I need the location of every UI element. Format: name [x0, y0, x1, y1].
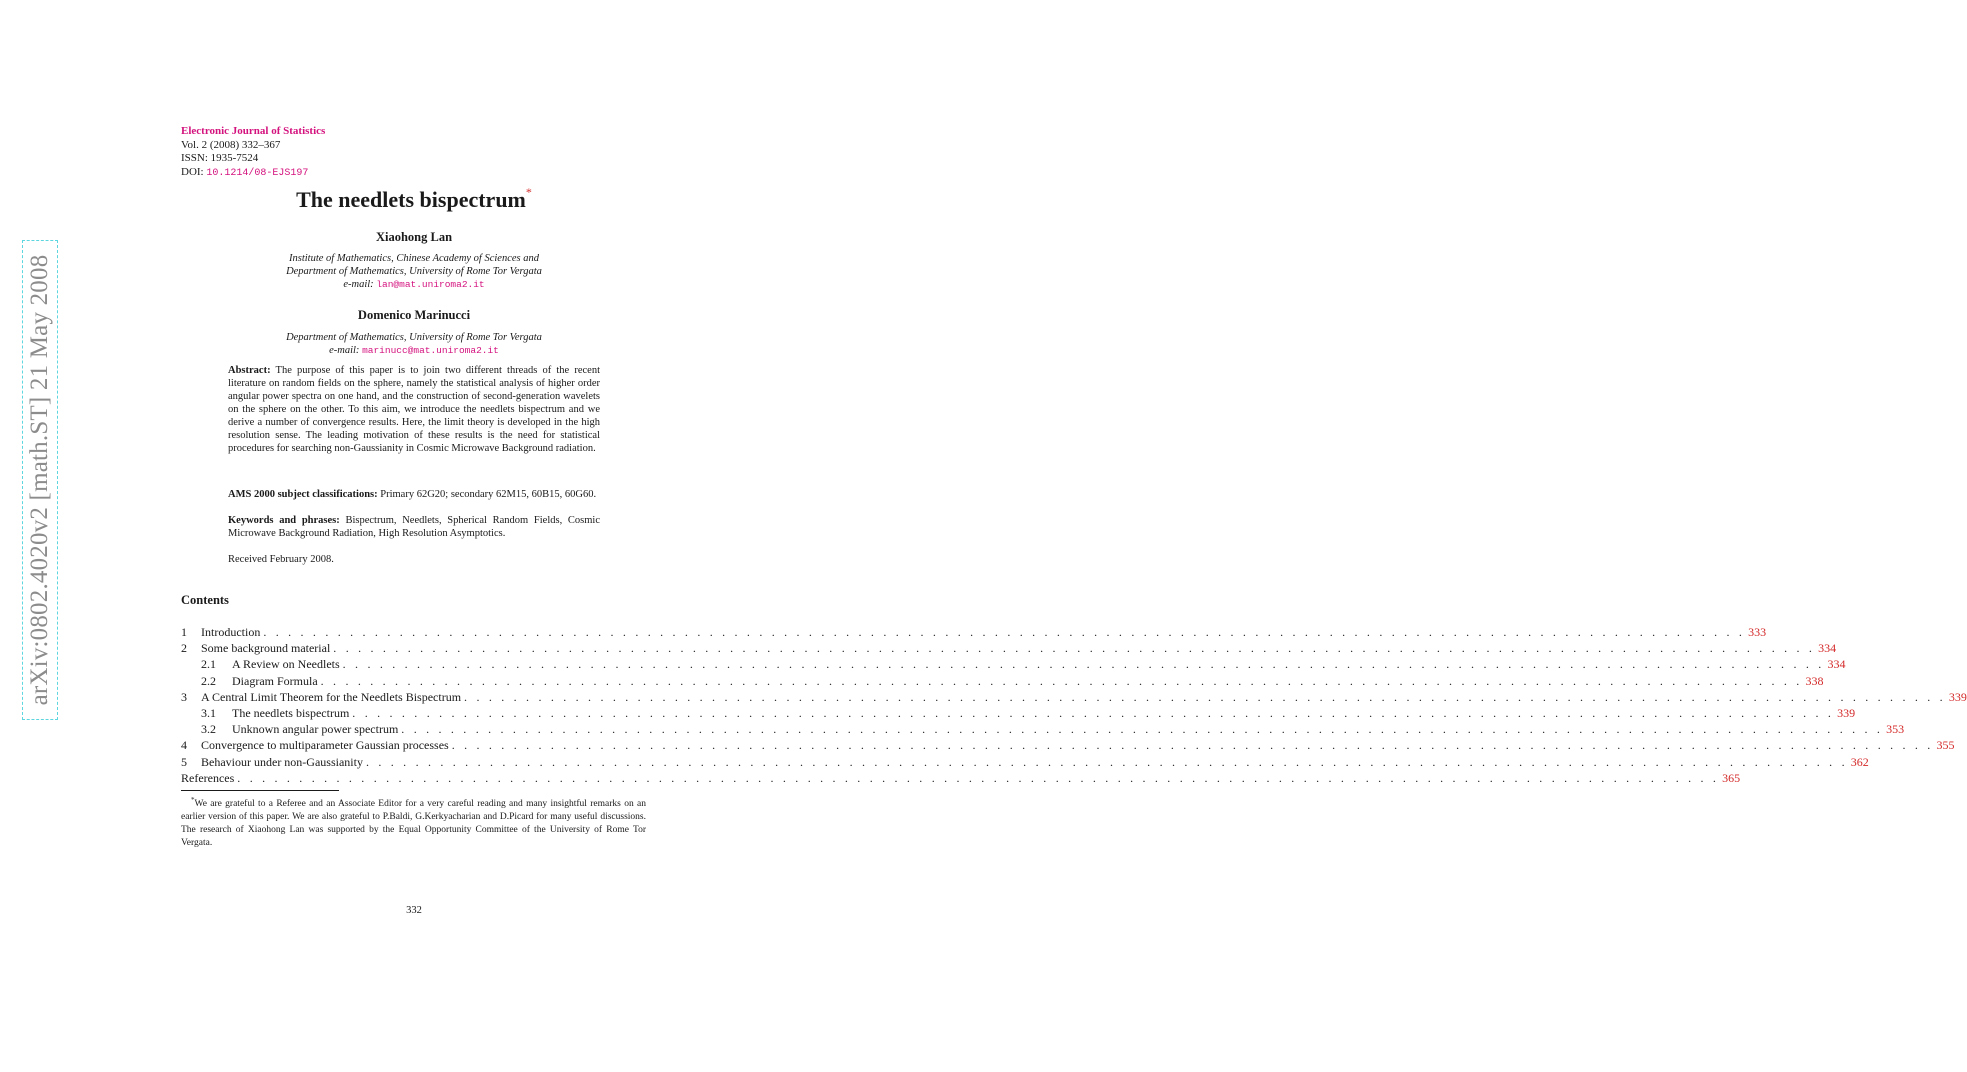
toc-entry-number: 1: [181, 625, 187, 639]
footnote: [181, 794, 646, 850]
toc-entry-number: 3.1: [201, 705, 216, 720]
title-footnote-mark[interactable]: *: [525, 185, 532, 199]
toc-entry[interactable]: [181, 705, 1856, 722]
journal-header: [181, 125, 325, 180]
affiliation-line: Department of Mathematics, University of Rome Tor Vergata: [286, 332, 542, 343]
toc-entry-title: Diagram Formula: [232, 673, 318, 688]
author-email: [0, 278, 828, 291]
toc-entry-title: A Review on Needlets: [232, 657, 340, 672]
journal-volume: Vol. 2 (2008) 332–367: [181, 138, 281, 151]
received-date: Received February 2008.: [228, 554, 334, 565]
toc-entry[interactable]: [181, 641, 1837, 657]
toc-leader-dots: . . . . . . . . . . . . . . . . . . . . . . . . . . . . . . . . . . . . . . . . . . . . . . . . . . . . . . . . . . . . . . . . . . . . . . . . . . . . . . . . . . . . . . . . . . . . . . . . . . . . . . . . . . . . . . . . . . . . . . . .: [401, 722, 1884, 737]
email-label: e-mail:: [329, 345, 360, 356]
toc-leader-dots: . . . . . . . . . . . . . . . . . . . . . . . . . . . . . . . . . . . . . . . . . . . . . . . . . . . . . . . . . . . . . . . . . . . . . . . . . . . . . . . . . . . . . . . . . . . . . . . . . . . . . . . . . . . . . . . . . . . . . . . .: [451, 738, 1934, 753]
toc-leader-dots: . . . . . . . . . . . . . . . . . . . . . . . . . . . . . . . . . . . . . . . . . . . . . . . . . . . . . . . . . . . . . . . . . . . . . . . . . . . . . . . . . . . . . . . . . . . . . . . . . . . . . . . . . . . . . . . . . . . . . . . .: [342, 657, 1825, 672]
toc-page-link[interactable]: 355: [1934, 738, 1955, 753]
keywords-label: Keywords and phrases:: [228, 515, 340, 526]
toc-entry[interactable]: [181, 657, 1846, 673]
email-link[interactable]: marinucc@mat.uniroma2.it: [362, 345, 499, 356]
doi-label: DOI:: [181, 165, 204, 178]
toc-page-link[interactable]: 334: [1824, 657, 1845, 672]
toc-entry-title: Unknown angular power spectrum: [232, 722, 399, 737]
table-of-contents: [181, 625, 1967, 787]
toc-entry-title: Behaviour under non-Gaussianity: [201, 754, 363, 769]
toc-entry-number: 3.2: [201, 722, 216, 737]
toc-entry-number: 4: [181, 738, 187, 753]
toc-entry-title: The needlets bispectrum: [232, 705, 350, 720]
toc-entry-number: 2: [181, 641, 187, 656]
toc-page-link[interactable]: 333: [1745, 625, 1766, 640]
affiliation-line: Department of Mathematics, University of Rome Tor Vergata: [286, 266, 542, 277]
toc-entry-number: 3: [181, 689, 187, 704]
toc-entry-label: [181, 625, 263, 640]
ams-label: AMS 2000 subject classifications:: [228, 489, 378, 500]
author-email: [0, 344, 828, 357]
toc-leader-dots: . . . . . . . . . . . . . . . . . . . . . . . . . . . . . . . . . . . . . . . . . . . . . . . . . . . . . . . . . . . . . . . . . . . . . . . . . . . . . . . . . . . . . . . . . . . . . . . . . . . . . . . . . . . . . . . . . . . . . . . .: [352, 705, 1835, 720]
toc-entry[interactable]: [181, 770, 1741, 787]
toc-leader-dots: . . . . . . . . . . . . . . . . . . . . . . . . . . . . . . . . . . . . . . . . . . . . . . . . . . . . . . . . . . . . . . . . . . . . . . . . . . . . . . . . . . . . . . . . . . . . . . . . . . . . . . . . . . . . . . . . . . . . . . . .: [365, 754, 1848, 769]
toc-page-link[interactable]: 339: [1834, 706, 1855, 721]
journal-doi: [181, 166, 325, 181]
toc-leader-dots: . . . . . . . . . . . . . . . . . . . . . . . . . . . . . . . . . . . . . . . . . . . . . . . . . . . . . . . . . . . . . . . . . . . . . . . . . . . . . . . . . . . . . . . . . . . . . . . . . . . . . . . . . . . . . . . . . . . . . . . .: [237, 770, 1720, 785]
doi-link[interactable]: 10.1214/08-EJS197: [206, 167, 309, 179]
journal-issn: ISSN: 1935-7524: [181, 152, 259, 164]
footnote-mark: *: [191, 796, 195, 804]
toc-entry[interactable]: [181, 738, 1955, 754]
toc-entry-label: [181, 657, 343, 672]
toc-page-link[interactable]: 339: [1946, 690, 1967, 705]
abstract-text: The purpose of this paper is to join two different threads of the recent literature on random fields on the sphere, namely the statistical analysis of higher order angular power spectra on one hand, and the construction of second-generation wavelets on the sphere on the other. To this aim, we introduce the needlets bispectrum and we derive a number of convergence results. Here, the limit theory is developed in the high resolution sense. The leading motivation of these results is the need for statistical procedures for searching non-Gaussianity in Cosmic Microwave Background radiation.: [228, 365, 601, 454]
footnote-text: We are grateful to a Referee and an Associate Editor for a very careful reading and many insightful remarks on an earlier version of this paper. We are also grateful to P.Baldi, G.Kerkyacharian and D.Picard for many useful discussions. The research of Xiaohong Lan was supported by the Equal Opportunity Committee of the University of Rome Tor Vergata.: [181, 799, 646, 849]
toc-entry-title: Introduction: [201, 625, 261, 639]
affiliation-line: Institute of Mathematics, Chinese Academy of Sciences and: [289, 253, 539, 264]
toc-entry[interactable]: [181, 673, 1824, 690]
keywords: [228, 514, 600, 540]
abstract: [228, 364, 600, 455]
toc-leader-dots: . . . . . . . . . . . . . . . . . . . . . . . . . . . . . . . . . . . . . . . . . . . . . . . . . . . . . . . . . . . . . . . . . . . . . . . . . . . . . . . . . . . . . . . . . . . . . . . . . . . . . . . . . . . . . . . . . . . . . . . .: [464, 689, 1946, 704]
toc-entry-label: [181, 690, 464, 705]
toc-entry[interactable]: [181, 689, 1967, 706]
toc-entry-number: 5: [181, 754, 187, 769]
toc-leader-dots: . . . . . . . . . . . . . . . . . . . . . . . . . . . . . . . . . . . . . . . . . . . . . . . . . . . . . . . . . . . . . . . . . . . . . . . . . . . . . . . . . . . . . . . . . . . . . . . . . . . . . . . . . . . . . . . . . . . . . . . .: [263, 625, 1746, 639]
toc-page-link[interactable]: 338: [1802, 674, 1823, 689]
toc-entry-label: [181, 738, 452, 753]
ams-classifications: [228, 488, 600, 501]
abstract-label: Abstract:: [228, 365, 271, 376]
toc-page-link[interactable]: 353: [1883, 722, 1904, 737]
email-link[interactable]: lan@mat.uniroma2.it: [376, 279, 485, 290]
toc-entry-label: [181, 706, 352, 721]
email-label: e-mail:: [343, 279, 374, 290]
toc-entry-title: Some background material: [201, 641, 331, 656]
toc-leader-dots: . . . . . . . . . . . . . . . . . . . . . . . . . . . . . . . . . . . . . . . . . . . . . . . . . . . . . . . . . . . . . . . . . . . . . . . . . . . . . . . . . . . . . . . . . . . . . . . . . . . . . . . . . . . . . . . . . . . . . . . .: [320, 673, 1803, 688]
paper-title: [0, 187, 828, 213]
arxiv-stamp-text: arXiv:0802.4020v2 [math.ST] 21 May 2008: [26, 254, 53, 706]
toc-page-link[interactable]: 362: [1848, 755, 1869, 770]
toc-entry-title: References: [181, 770, 235, 785]
author-name: Xiaohong Lan: [375, 230, 453, 244]
ams-text: Primary 62G20; secondary 62M15, 60B15, 60G60.: [380, 489, 597, 500]
toc-leader-dots: . . . . . . . . . . . . . . . . . . . . . . . . . . . . . . . . . . . . . . . . . . . . . . . . . . . . . . . . . . . . . . . . . . . . . . . . . . . . . . . . . . . . . . . . . . . . . . . . . . . . . . . . . . . . . . . . . . . . . . . .: [333, 641, 1816, 656]
toc-entry-number: 2.2: [201, 673, 216, 688]
toc-entry-number: 2.1: [201, 657, 216, 672]
toc-entry-label: [181, 641, 333, 656]
page-number: 332: [406, 905, 422, 916]
author-affiliation: [0, 252, 828, 291]
toc-entry-label: [181, 722, 401, 737]
contents-heading: Contents: [181, 593, 229, 607]
toc-entry[interactable]: [181, 754, 1869, 771]
toc-page-link[interactable]: 365: [1719, 771, 1740, 786]
toc-entry-label: [181, 771, 237, 786]
toc-entry-label: [181, 755, 366, 770]
journal-name-link[interactable]: Electronic Journal of Statistics: [181, 125, 326, 137]
author-affiliation: [0, 331, 828, 357]
footnote-rule: [181, 790, 339, 791]
toc-entry-title: Convergence to multiparameter Gaussian processes: [201, 738, 449, 753]
toc-entry[interactable]: [181, 625, 1767, 641]
toc-entry-label: [181, 674, 321, 689]
author-name: Domenico Marinucci: [357, 308, 471, 322]
paper-title-text: The needlets bispectrum: [296, 187, 526, 212]
keywords-text: Bispectrum, Needlets, Spherical Random Fields, Cosmic Microwave Background Radiation, High Resolution Asymptotics.: [228, 515, 600, 539]
toc-entry[interactable]: [181, 722, 1905, 738]
toc-page-link[interactable]: 334: [1815, 641, 1836, 656]
toc-entry-title: A Central Limit Theorem for the Needlets Bispectrum: [201, 689, 462, 704]
